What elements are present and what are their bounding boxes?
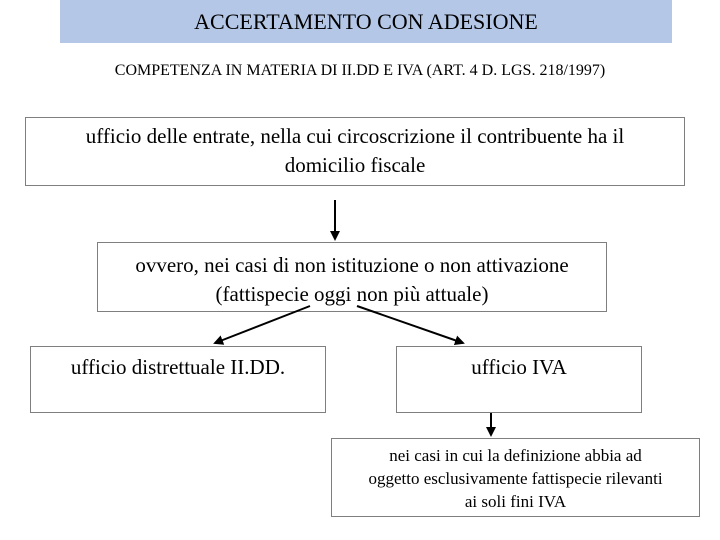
alternative-line1: ovvero, nei casi di non istituzione o non attivazione [135, 253, 569, 277]
alternative-line2: (fattispecie oggi non più attuale) [215, 282, 489, 306]
arrow-to-district-office [215, 306, 310, 343]
district-office-label: ufficio distrettuale II.DD. [70, 355, 286, 379]
primary-office-line1: ufficio delle entrate, nella cui circoscrizione il contribuente ha il [85, 124, 625, 148]
page-title: ACCERTAMENTO CON ADESIONE [194, 8, 538, 34]
vat-note-line3: ai soli fini IVA [464, 492, 567, 511]
arrow-to-vat-office [357, 306, 463, 343]
vat-note-line2: oggetto esclusivamente fattispecie rilevanti [368, 469, 663, 488]
vat-office-label: ufficio IVA [471, 355, 567, 379]
page-subtitle: COMPETENZA IN MATERIA DI II.DD E IVA (ART. 4 D. LGS. 218/1997) [114, 62, 606, 79]
primary-office-line2: domicilio fiscale [284, 153, 426, 177]
vat-note-line1: nei casi in cui la definizione abbia ad [389, 446, 642, 465]
